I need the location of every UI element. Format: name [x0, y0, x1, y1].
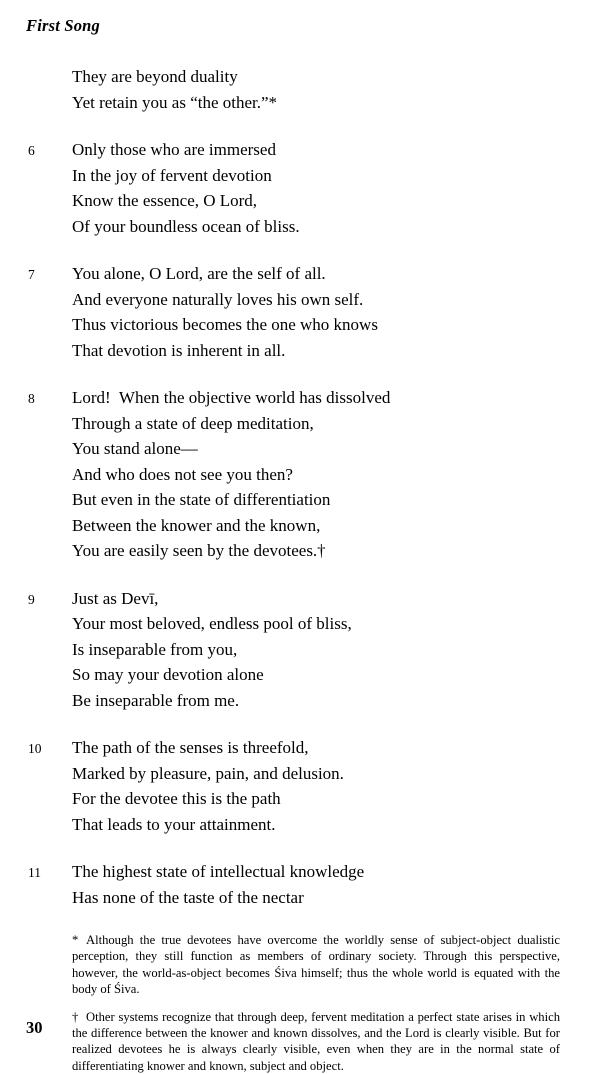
- verse-text: [72, 586, 574, 714]
- verse-line: Between the knower and the known,: [72, 515, 321, 535]
- verse-list: [26, 64, 574, 910]
- verse-line: You are easily seen by the devotees.†: [72, 541, 326, 560]
- verse-number: 6: [28, 143, 35, 158]
- verse-text: [72, 64, 574, 115]
- verse-line: Yet retain you as “the other.”*: [72, 92, 278, 112]
- footnote-marker: †: [72, 1009, 79, 1024]
- verse-line: The highest state of intellectual knowledge: [72, 862, 365, 881]
- verse-line: Be inseparable from me.: [72, 690, 240, 710]
- verse-block: [28, 859, 574, 910]
- footnote-text: Other systems recognize that through deep, fervent meditation a perfect state arises in which the difference between the knower and known dissolves, and the Lord is clearly visible. But for realized devotees he is always clearly visible, even when they are in the normal state of differentiating knower and known, subject and object.: [72, 1009, 560, 1073]
- verse-block: [28, 261, 574, 363]
- verse-block: [28, 735, 574, 837]
- footnote-list: [26, 932, 574, 1074]
- verse-line: Know the essence, O Lord,: [72, 191, 258, 210]
- verse-block: [28, 385, 574, 564]
- verse-number: 9: [28, 591, 35, 607]
- verse-text: [72, 137, 574, 239]
- verse-line: The path of the senses is threefold,: [72, 738, 309, 757]
- verse-line: You stand alone—: [72, 439, 198, 458]
- verse-line: But even in the state of differentiation: [72, 490, 331, 509]
- verse-text: [72, 261, 574, 363]
- verse-number: [28, 64, 72, 65]
- verse-line: Lord! When the objective world has dissolved: [72, 388, 391, 407]
- verse-line: For the devotee this is the path: [72, 789, 281, 808]
- verse-number: 8: [28, 391, 35, 406]
- verse-line: They are beyond duality: [72, 67, 238, 86]
- verse-line: That devotion is inherent in all.: [72, 340, 286, 360]
- verse-line: Your most beloved, endless pool of bliss,: [72, 614, 352, 633]
- verse-number: 11: [28, 865, 41, 880]
- running-head: First Song: [26, 16, 100, 35]
- verse-line: And everyone naturally loves his own self.: [72, 289, 364, 309]
- verse-line: Just as Devī,: [72, 588, 159, 608]
- verse-line: You alone, O Lord, are the self of all.: [72, 264, 326, 283]
- footnote-marker: *: [72, 933, 79, 947]
- verse-line: That leads to your attainment.: [72, 814, 276, 834]
- verse-number: 10: [28, 741, 42, 756]
- verse-line: And who does not see you then?: [72, 464, 293, 484]
- verse-number: 7: [28, 267, 35, 282]
- footnote: [72, 932, 560, 998]
- verse-text: [72, 859, 574, 910]
- verse-line: Of your boundless ocean of bliss.: [72, 216, 300, 236]
- verse-line: Only those who are immersed: [72, 140, 276, 159]
- verse-line: Marked by pleasure, pain, and delusion.: [72, 763, 344, 783]
- verse-block: [28, 137, 574, 239]
- footnote-text: Although the true devotees have overcome the worldly sense of subject-object dualistic perception, they still function as members of ordinary society. Through this perspective, however, the world-as-object becomes Śiva himself; thus the whole world is equated with the body of Śiva.: [72, 933, 560, 997]
- verse-line: So may your devotion alone: [72, 665, 264, 684]
- verse-block: [28, 64, 574, 115]
- verse-block: [28, 586, 574, 714]
- verse-line: Is inseparable from you,: [72, 639, 238, 659]
- verse-line: In the joy of fervent devotion: [72, 165, 272, 185]
- footnote: [72, 1009, 560, 1074]
- verse-line: Has none of the taste of the nectar: [72, 887, 304, 907]
- page-number: 30: [26, 1018, 43, 1037]
- verse-line: Through a state of deep meditation,: [72, 413, 314, 433]
- verse-line: Thus victorious becomes the one who knows: [72, 315, 378, 334]
- verse-text: [72, 735, 574, 837]
- verse-text: [72, 385, 574, 564]
